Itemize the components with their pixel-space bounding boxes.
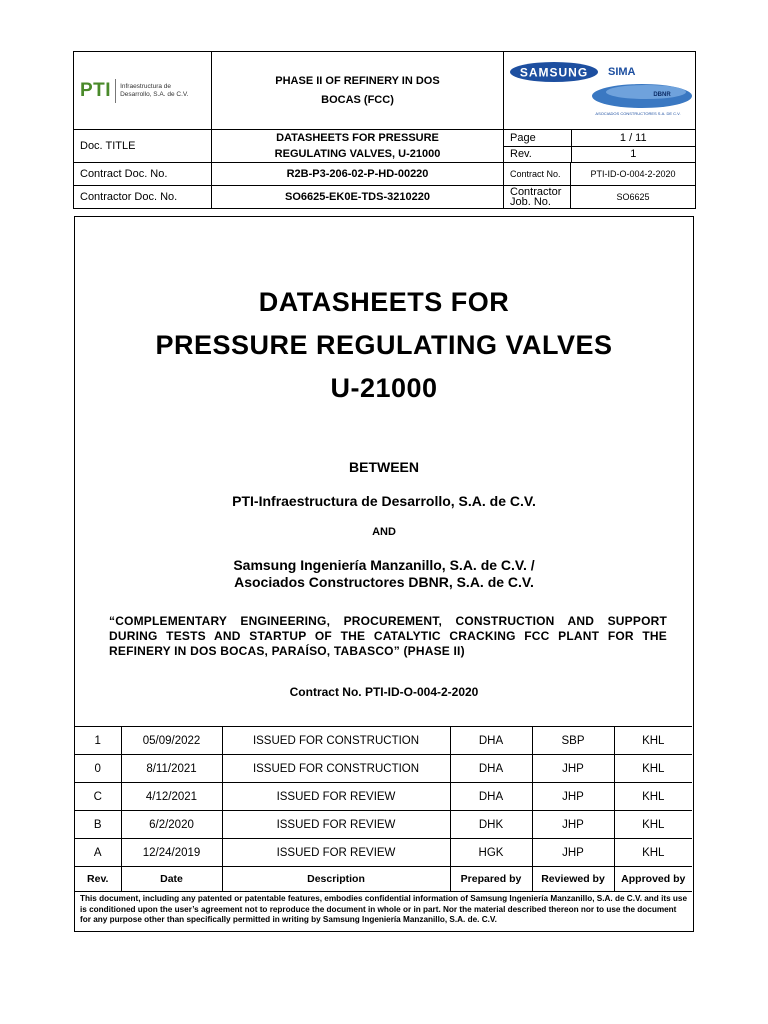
pti-logo (74, 79, 211, 103)
contractor-job-value: SO6625 (571, 186, 696, 209)
cover-title-line1: DATASHEETS FOR (258, 287, 510, 317)
project-title: PHASE II OF REFINERY IN DOS BOCAS (FCC) (212, 52, 504, 130)
svg-text:SIMA: SIMA (608, 66, 636, 78)
pti-logo-sub1: Infraestructura de (120, 82, 172, 90)
revision-cell-date: 6/2/2020 (121, 811, 222, 839)
revision-cell-date: 4/12/2021 (121, 783, 222, 811)
contract-no-label: Contract No. (504, 163, 571, 186)
revision-row (75, 755, 692, 783)
contract-doc-label: Contract Doc. No. (74, 163, 212, 186)
revision-header-date: Date (121, 867, 222, 892)
svg-text:DBNR: DBNR (653, 92, 671, 98)
pti-logo-cell (74, 52, 212, 130)
revision-cell-approved-by: KHL (614, 811, 692, 839)
scope-text: “COMPLEMENTARY ENGINEERING, PROCUREMENT, CONSTRUCTION AND SUPPORT DURING TESTS AND STARTUP OF THE CATALYTIC CRACKING FCC PLANT FOR THE REFINERY IN DOS BOCAS, PARAÍSO, TABASCO” (PHASE II) (109, 614, 667, 658)
revision-cell-description: ISSUED FOR CONSTRUCTION (222, 755, 450, 783)
revision-cell-reviewed-by: JHP (532, 783, 614, 811)
page-value: 1 / 11 (571, 130, 695, 146)
revision-row (75, 783, 692, 811)
cover-title-line3: U-21000 (330, 373, 438, 403)
doc-title-label: Doc. TITLE (74, 130, 212, 163)
revision-header-prepared-by: Prepared by (450, 867, 532, 892)
pti-logo-text: PTI (80, 79, 112, 101)
revision-cell-approved-by: KHL (614, 755, 692, 783)
cover-title-line2: PRESSURE REGULATING VALVES (155, 330, 613, 360)
revision-row (75, 811, 692, 839)
party1: PTI-Infraestructura de Desarrollo, S.A. de C.V. (232, 493, 536, 509)
cover-box (74, 216, 694, 932)
revision-cell-rev: 1 (75, 727, 121, 755)
doc-title: DATASHEETS FOR PRESSURE REGULATING VALVES, U-21000 (212, 130, 504, 163)
disclaimer-text: This document, including any patented or patentable features, embodies confidential information of Samsung Ingeniería Manzanillo, S.A. de C.V. and its use is conditioned upon the user’s agreement not to reproduce the document in whole or in part. Nor the material described thereon nor to use the document for any purpose other than specifically permitted in writing by Samsung Ingeniería Manzanillo, S.A. de. C.V. (80, 894, 688, 924)
between-label: BETWEEN (349, 459, 419, 475)
pti-logo-sub2: Desarrollo, S.A. de C.V. (120, 90, 189, 98)
revision-cell-description: ISSUED FOR CONSTRUCTION (222, 727, 450, 755)
rev-label: Rev. (504, 146, 571, 162)
party2-line2: Asociados Constructores DBNR, S.A. de C.V. (234, 574, 534, 590)
revision-cell-prepared-by: HGK (450, 839, 532, 867)
rev-value: 1 (630, 148, 637, 161)
revision-cell-description: ISSUED FOR REVIEW (222, 839, 450, 867)
party2-line1: Samsung Ingeniería Manzanillo, S.A. de C.V. / (233, 557, 535, 573)
revision-cell-reviewed-by: JHP (532, 839, 614, 867)
svg-text:ASOCIADOS CONSTRUCTORES S.A. D: ASOCIADOS CONSTRUCTORES S.A. DE C.V. (595, 111, 681, 116)
svg-text:SAMSUNG: SAMSUNG (519, 65, 589, 80)
revision-cell-approved-by: KHL (614, 839, 692, 867)
revision-row (75, 839, 692, 867)
contractor-job-label: Contractor Job. No. (504, 186, 571, 209)
contract-doc-value: R2B-P3-206-02-P-HD-00220 (212, 163, 504, 186)
contract-line: Contract No. PTI-ID-O-004-2-2020 (289, 685, 479, 699)
revision-cell-prepared-by: DHA (450, 727, 532, 755)
revision-header-row (75, 867, 692, 892)
revision-cell-prepared-by: DHK (450, 811, 532, 839)
revision-cell-date: 12/24/2019 (121, 839, 222, 867)
revision-header-rev: Rev. (75, 867, 121, 892)
revision-cell-rev: 0 (75, 755, 121, 783)
revision-cell-reviewed-by: JHP (532, 755, 614, 783)
revision-cell-approved-by: KHL (614, 783, 692, 811)
revision-cell-rev: A (75, 839, 121, 867)
revision-cell-description: ISSUED FOR REVIEW (222, 783, 450, 811)
samsung-sima-dbnr-logo (504, 52, 696, 130)
revision-cell-rev: C (75, 783, 121, 811)
revision-header-reviewed-by: Reviewed by (532, 867, 614, 892)
revision-cell-description: ISSUED FOR REVIEW (222, 811, 450, 839)
and-label: AND (372, 526, 396, 538)
contractor-doc-label: Contractor Doc. No. (74, 186, 212, 209)
contract-no-value: PTI-ID-O-004-2-2020 (571, 163, 696, 186)
revision-cell-reviewed-by: JHP (532, 811, 614, 839)
revision-row (75, 727, 692, 755)
header-table (73, 51, 695, 206)
revision-table (75, 726, 692, 892)
revision-cell-date: 05/09/2022 (121, 727, 222, 755)
page-label: Page (504, 130, 571, 146)
revision-header-description: Description (222, 867, 450, 892)
revision-cell-rev: B (75, 811, 121, 839)
samsung-sima-logo-icon (504, 52, 694, 126)
contractor-doc-value: SO6625-EK0E-TDS-3210220 (212, 186, 504, 209)
revision-cell-reviewed-by: SBP (532, 727, 614, 755)
revision-cell-approved-by: KHL (614, 727, 692, 755)
revision-cell-prepared-by: DHA (450, 755, 532, 783)
revision-header-approved-by: Approved by (614, 867, 692, 892)
revision-cell-prepared-by: DHA (450, 783, 532, 811)
revision-cell-date: 8/11/2021 (121, 755, 222, 783)
